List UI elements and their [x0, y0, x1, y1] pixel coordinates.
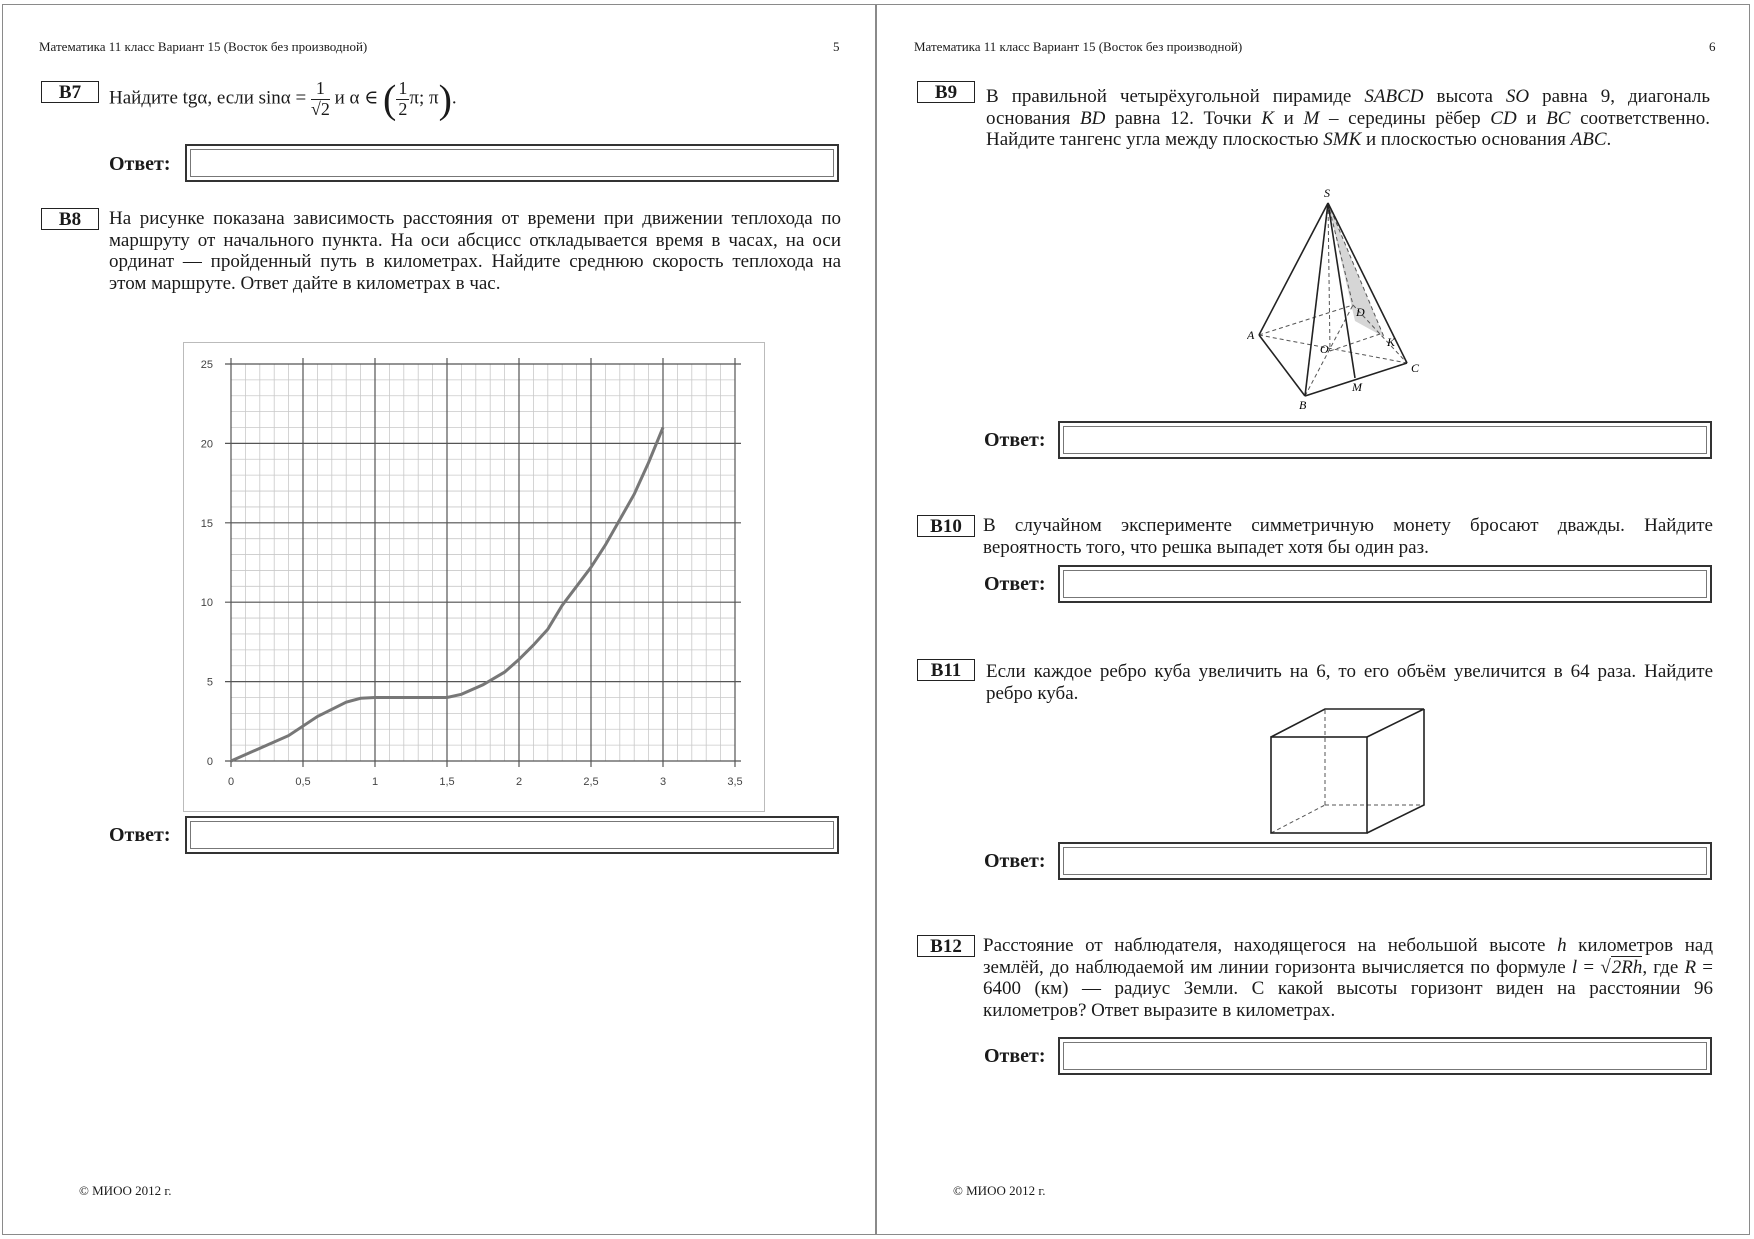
b7-frac2-den: 2 — [398, 98, 408, 119]
right-paren: ) — [438, 76, 452, 122]
y-tick-label: 25 — [200, 359, 213, 371]
x-tick-label: 1 — [371, 776, 379, 788]
answer-field-b10[interactable] — [1058, 565, 1712, 603]
page-number: 5 — [833, 39, 840, 54]
svg-text:S: S — [1324, 186, 1330, 200]
answer-label-b10: Ответ: — [984, 573, 1046, 595]
answer-field-b9[interactable] — [1058, 421, 1712, 459]
svg-text:M: M — [1352, 380, 1362, 394]
b7-frac1-num: 1 — [311, 79, 330, 100]
b7-fraction-1 — [311, 79, 330, 120]
copyright-footer: © МИОО 2012 г. — [79, 1183, 172, 1198]
svg-text:K: K — [1387, 335, 1396, 349]
y-tick-label: 0 — [206, 756, 213, 768]
b7-frac2-num: 1 — [398, 78, 408, 98]
b7-fraction-2 — [396, 79, 409, 120]
task-tag-b12: B12 — [917, 935, 975, 957]
task-tag-b11: B11 — [917, 659, 975, 681]
copyright-footer: © МИОО 2012 г. — [953, 1183, 1046, 1198]
x-tick-label: 0,5 — [295, 776, 311, 788]
x-tick-label: 3,5 — [727, 776, 743, 788]
left-page — [2, 4, 876, 1235]
x-tick-label: 2,5 — [583, 776, 599, 788]
task-b8-text: На рисунке показана зависимость расстояния от времени при движении теплохода по маршруту от начального пункта. На оси абсцисс откладывается время в часах, на оси ординат — пройденный путь в километрах. Найдите среднюю скорость теплохода на этом маршруте. Ответ дайте в километрах в час. — [109, 208, 841, 294]
b7-prefix: Найдите tgα, если sinα = — [109, 87, 307, 109]
y-tick-label: 5 — [206, 676, 213, 689]
answer-label-b12: Ответ: — [984, 1045, 1046, 1067]
task-tag-b9: B9 — [917, 81, 975, 103]
task-b11-text: Если каждое ребро куба увеличить на 6, то его объём увеличится в 64 раза. Найдите ребро куба. — [986, 661, 1713, 704]
task-b10-text: В случайном эксперименте симметричную монету бросают дважды. Найдите вероятность того, что решка выпадет хотя бы один раз. — [983, 515, 1713, 558]
y-tick-label: 10 — [200, 597, 213, 610]
page-header: Математика 11 класс Вариант 15 (Восток без производной) — [39, 39, 368, 54]
task-b12-text: Расстояние от наблюдателя, находящегося на небольшой высоте h километров над землёй, до наблюдаемой им линии горизонта вычисляется по формуле l = √2Rh, где R = 6400 (км) — радиус Земли. С какой высоты горизонт виден на расстоянии 96 километров? Ответ выразите в километрах. — [983, 935, 1713, 1021]
task-tag-b7: B7 — [41, 81, 99, 103]
b7-mid: и α ∈ — [334, 87, 379, 109]
left-paren: ( — [383, 76, 397, 122]
x-tick-label: 2 — [515, 776, 523, 788]
task-b9-text: В правильной четырёхугольной пирамиде SABCD высота SO равна 9, диагональ основания BD равна 12. Точки K и M – середины рёбер CD и BC соответственно. Найдите тангенс угла между плоскостью SMK и плоскостью основания ABC. — [986, 86, 1711, 150]
svg-text:O: O — [1320, 342, 1329, 356]
cube-figure — [1269, 705, 1435, 837]
distance-time-chart — [183, 342, 765, 812]
svg-text:D: D — [1356, 305, 1365, 319]
right-page — [876, 4, 1750, 1235]
task-tag-b8: B8 — [41, 208, 99, 230]
answer-label-b7: Ответ: — [109, 153, 171, 175]
svg-text:B: B — [1299, 398, 1307, 410]
b7-interval-end: π; π — [409, 87, 439, 109]
answer-label-b9: Ответ: — [984, 429, 1046, 451]
answer-field-b12[interactable] — [1058, 1037, 1712, 1075]
answer-field-b7[interactable] — [185, 144, 839, 182]
y-tick-label: 15 — [200, 517, 213, 530]
task-tag-b10: B10 — [917, 515, 975, 537]
svg-text:C: C — [1411, 361, 1420, 375]
answer-label-b8: Ответ: — [109, 824, 171, 846]
pyramid-figure — [1247, 185, 1477, 410]
x-tick-label: 0 — [227, 776, 235, 788]
x-tick-label: 1,5 — [439, 776, 455, 788]
answer-label-b11: Ответ: — [984, 850, 1046, 872]
x-tick-label: 3 — [659, 776, 667, 788]
b7-frac1-den: √2 — [310, 98, 330, 119]
task-b7-text: Найдите tgα, если sinα = $\frac{1}{√2}$ и α ∈ ( $\frac{1}{2}$ π; π). — [109, 76, 457, 122]
page-header: Математика 11 класс Вариант 15 (Восток без производной) — [914, 39, 1243, 54]
page-number: 6 — [1709, 39, 1716, 54]
svg-text:A: A — [1247, 328, 1255, 342]
answer-field-b11[interactable] — [1058, 842, 1712, 880]
y-tick-label: 20 — [200, 438, 213, 451]
answer-field-b8[interactable] — [185, 816, 839, 854]
